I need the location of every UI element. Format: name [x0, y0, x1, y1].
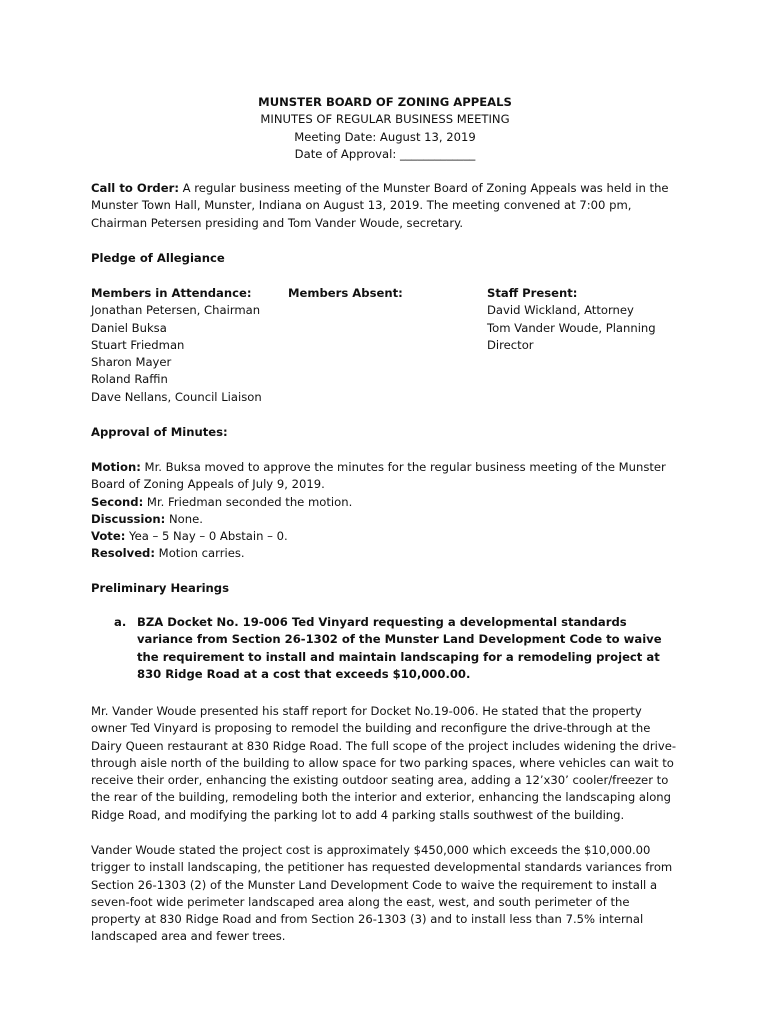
preliminary-hearings-heading: Preliminary Hearings	[91, 581, 230, 595]
list-marker: a.	[114, 615, 127, 629]
staff-line: David Wickland, Attorney	[487, 303, 634, 318]
pledge-heading: Pledge of Allegiance	[91, 251, 225, 265]
motion-label: Motion:	[91, 460, 141, 474]
meeting-date: Meeting Date: August 13, 2019	[294, 129, 476, 144]
pledge-heading-block	[91, 250, 681, 267]
paragraph-text: Vander Woude stated the project cost is approximately $450,000 which exceeds the $10,000.00 trigger to install landscaping, the petitioner has requested developmental standards variances from Section 26-1303 (2) of the Munster Land Development Code to waive the requirement to install a seven-foot wide perimeter landscaped area along the east, west, and south perimeter of the property at 830 Ridge Road and from Section 26-1303 (3) and to install less than 7.5% internal landscaped area and fewer trees.	[91, 843, 673, 944]
preliminary-hearings-heading-block	[91, 580, 681, 597]
members-in-attendance	[91, 285, 262, 406]
call-to-order-text: A regular business meeting of the Munster Board of Zoning Appeals was held in the Munster Town Hall, Munster, Indiana on August 13, 2019. The meeting convened at 7:00 pm, Chairman Petersen presiding and Tom Vander Woude, secretary.	[91, 181, 669, 230]
attendance-columns	[91, 285, 691, 405]
docket-item-text: BZA Docket No. 19-006 Ted Vinyard requesting a developmental standards variance from Section 26-1302 of the Munster Land Development Code to waive the requirement to install and maintain landscaping for a remodeling project at 830 Ridge Road at a cost that exceeds $10,000.00.	[137, 615, 662, 681]
vote-label: Vote:	[91, 529, 126, 544]
approval-date: Date of Approval: _____________	[294, 146, 476, 161]
vote-text: Yea – 5 Nay – 0 Abstain – 0.	[125, 529, 288, 544]
approval-of-minutes-heading: Approval of Minutes:	[91, 425, 228, 439]
members-absent	[288, 285, 403, 302]
project-cost-paragraph	[91, 842, 681, 946]
absent-heading: Members Absent:	[288, 286, 403, 300]
document-subtitle: MINUTES OF REGULAR BUSINESS MEETING	[260, 112, 510, 127]
call-to-order-label: Call to Order:	[91, 181, 179, 195]
staff-line: Director	[487, 337, 534, 352]
attendance-heading: Members in Attendance:	[91, 286, 252, 300]
member-name: Stuart Friedman	[91, 337, 185, 352]
member-name: Daniel Buksa	[91, 320, 167, 335]
second-text: Mr. Friedman seconded the motion.	[143, 494, 353, 509]
motion-section	[91, 459, 681, 563]
document-title: MUNSTER BOARD OF ZONING APPEALS	[258, 95, 512, 109]
docket-item-a	[91, 614, 681, 683]
discussion-text: None.	[165, 511, 203, 526]
staff-present	[487, 285, 656, 354]
discussion-label: Discussion:	[91, 511, 166, 526]
call-to-order-section	[91, 180, 681, 232]
paragraph-text: Mr. Vander Woude presented his staff report for Docket No.19-006. He stated that the property owner Ted Vinyard is proposing to remodel the building and reconfigure the drive-through at the Dairy Queen restaurant at 830 Ridge Road. The full scope of the project includes widening the drive-through aisle north of the building to allow space for two parking spaces, where vehicles can wait to receive their order, enhancing the existing outdoor seating area, adding a 12’x30’ cooler/freezer to the rear of the building, remodeling both the interior and exterior, enhancing the landscaping along Ridge Road, and modifying the parking lot to add 4 parking stalls southwest of the building.	[91, 704, 677, 822]
document-header	[0, 94, 770, 163]
staff-heading: Staff Present:	[487, 286, 578, 300]
resolved-text: Motion carries.	[155, 546, 245, 561]
motion-text: Mr. Buksa moved to approve the minutes for the regular business meeting of the Munster Board of Zoning Appeals of July 9, 2019.	[91, 460, 666, 492]
member-name: Jonathan Petersen, Chairman	[91, 303, 261, 318]
member-name: Roland Raffin	[91, 372, 168, 387]
staff-line: Tom Vander Woude, Planning	[487, 320, 656, 335]
second-label: Second:	[91, 494, 144, 509]
resolved-label: Resolved:	[91, 546, 155, 561]
member-name: Sharon Mayer	[91, 355, 172, 370]
approval-of-minutes-heading-block	[91, 424, 681, 441]
member-name: Dave Nellans, Council Liaison	[91, 389, 262, 404]
staff-report-paragraph	[91, 703, 681, 824]
